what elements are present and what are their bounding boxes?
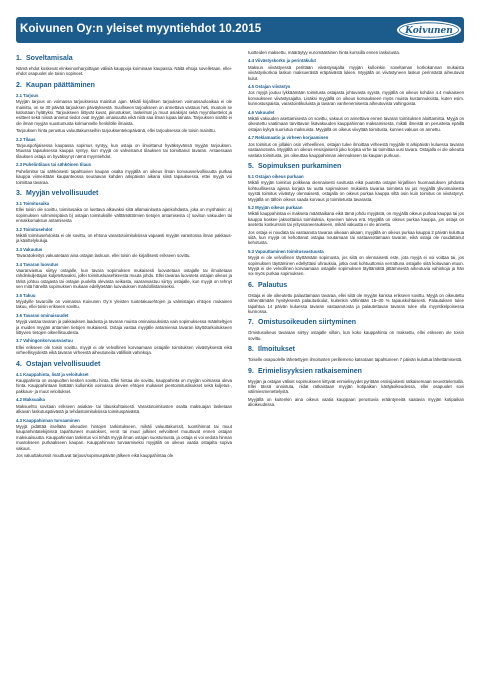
section-title: Erimielisyyksien ratkaiseminen bbox=[258, 367, 362, 375]
body-paragraph: Myyjän tarjous on voimassa tarjouksessa mainitun ajan. Mikäli kirjallisen tarjouksen voimassaoloaikaa ei ole mainittu, on se 30 päivää tarjouksen päiväyksestä. Suulliseen tarjoukseen on annettava vastaus heti, muutoin se katsotaan hylätyksi. Tarjoukseen liittyvät kuvat, piirustukset, laskelmat ja muut asiakirjat sekä myyntiluettelot ja esitteet sekä niissä annetut tiedot ovat myyjän omaisuutta eikä niitä saa ilman lupaa lainata. Tarjouksen sisältö ei ole ilman myyjän suostumusta kolmannelle henkilölle ilmaista. bbox=[16, 99, 232, 126]
body-paragraph: Jos myyjä joutuu lykkäämään toimitusta ostajasta johtuvasta syystä, myyjällä on oikeus kohdan 4.4 mukaiseen korvaukseen viivästysajalta. Lisäksi myyjällä on oikeus korvaukseen myös muista kustannuksista, kuten esim. kunnostuspaista, varastointikuluista ja tavaran vanhenemisesta aiheutuvista vahingoista. bbox=[248, 90, 464, 107]
body-paragraph: Myyjä pidättää itsellään oikeuden hintojen tarkistukseen, mikäli valuuttakurssit, tuontihinnat tai muut kaupanhintatekijöissä tapahtuneet muutokset, verot tai muut julkiset velvoitteet muuttuvat ennen ostajan maksuaisuutta. Kauppahinnan tarkistus voi tehdä myyjä ilman ostajan suostumusta, ja ostaja ei voi vedota hinnan muutokseen purkaakseen kaupan. Kauppahinnan turvaamiseksi myyjällä on oikeus vaatia ostajalta sopiva vakuus. bbox=[16, 423, 232, 451]
section-title: Ostajan velvollisuudet bbox=[26, 360, 101, 368]
section-title: Soveltamisala bbox=[26, 55, 73, 62]
subsection-heading: 4.3 Kauppahinnan turvaaminen bbox=[16, 417, 80, 423]
subsection-heading: 5.2 Myyjän oikeus purkaan bbox=[248, 204, 303, 210]
body-paragraph: Toiselle osapuolelle lähetettyjen ilmoitusten perillemeno katsotaan tapahtuneen 7 päivän kuluttua lähettämisestä. bbox=[248, 357, 463, 363]
subsection-heading: 5.1 Ostajan oikeus purkaan bbox=[248, 173, 304, 179]
body-paragraph: Myyjä vastaa tavaran ja pakkauksen laadusta ja tavaran muista ominaisuuksista vain sopimuksessa määriteltyjen ja muiden myyjän antamien tietojen mukaisesti. Ostaja vastaa myyjälle antamiensa tavaran käyttötarkoitukseen liittyvien tietojen oikeellisuudesta. bbox=[16, 319, 232, 336]
body-paragraph: Kauppahinta on osapuolten kesken sovittu hinta. Ellei hintaa ole sovittu, kauppahinta on myyjän voimassa oleva hinta. Kauppahintaan lisätään kulloinkin voimassa olevien ehtojen mukaiset pientoimituslisukset sekä kuljetus-, pakkaus- ja muut veloitukset. bbox=[16, 378, 232, 394]
body-paragraph: Ellei erikseen ole toisin sovittu, myyjä ei ole velvollinen korvaamaan ostajalle toimituksen viivästyksestä eikä virheellisyydestä eikä tavaran virheestä aiheutuneita välillisiä vahinkoja. bbox=[16, 344, 232, 356]
body-paragraph: Mikäli myyjän toimitus poikkeaa olennaisesti sovitusta eikä puutetta ostajan kirjallisen huomautuksen johdosta kohtuullisessa ajassa korjata tai uutta sopimuksen mukaista tavaraa toimiteta tai jos myyjällä ylivoimaisesta syystä toimitus viivästyy olennaisesti, ostajalla on oikeus purkaa kauppa siltä osin kuin toimitus on viivästynyt. Myyjällä on tällöin oikeus saada korvaus jo toimitetusta tavarasta. bbox=[248, 180, 464, 202]
body-paragraph: tuotteiden maksettu, määräytyy euromääräinen hinta kurssilla ennen laskutusta. bbox=[248, 50, 400, 55]
body-paragraph: Myyjän ja ostajan väliset sopimukseen liittyvät erimielisyydet pyritään ensisijaisesti ratkaisemaan neuvottelemalla. Ellei tässä onnistuta, riidat ratkaistaan myyjän kotipaikan käräjäoikeudessa, ellei osapuolet sovi välimiesmenettelystä. bbox=[248, 378, 464, 395]
subsection-heading: 3.7 Vahingonkorvausvastuu bbox=[16, 338, 73, 344]
body-paragraph: Omistusoikeus tavaraan siirtyy ostajalle silloin, kun koko kauppahinta on maksettu, ellei erikseen ole toisin sovittu. bbox=[248, 330, 464, 341]
body-paragraph: Ellei toisin ole sovittu, toimitusaika on luettava alkavaksi siitä allamainitusta ajankohdasta, joka on myöhäisin: a) sopimuksen solmimispäivä b) ostajan toimituksille välttämättömien tietojen antamisesta c) sovitun vakuuden tai ennakkomaksun antamisesta bbox=[16, 207, 232, 224]
subsection-heading: 3.2 Toimitusehdot bbox=[16, 226, 53, 232]
section-title: Kaupan päättäminen bbox=[26, 81, 95, 89]
subsection-heading: 4.6 Vakuudet bbox=[248, 109, 275, 115]
section-title: Myyjän velvollisuudet bbox=[26, 189, 99, 197]
section-heading bbox=[16, 54, 232, 63]
subsection-heading: 4.7 Reklamaatio ja virheen korjaaminen bbox=[248, 135, 329, 141]
body-paragraph: Myydyille tavaroille on voimassa Koivunen Oy:n yleisten tuotetakuuehtojen ja valmistajan ehtojen mukainen takuu, ellei toisin erikseen sovittu. bbox=[16, 299, 232, 310]
body-paragraph: Vaaranvastuu siirtyy ostajalle, kun tavara sopimuksen mukaisesti luovutetaan ostajalle tai ilmoitetaan rahdinkuljettajan kuljetettavaksi, jollei toimitusluasehkeesta muuta johdu. Ellei tavaraa luovuteta ostajan oikeus ja tämä johtuu ostajasta tai ostajan puolelta olevasta seikasta, vaaranvastuu siirtyy ostajalle, kun myyjä on tehnyt sen mitä häneltä sopimuksen mukaan edellytetään luovutuksen mahdollistamiseksi. bbox=[16, 267, 232, 290]
section-title: Sopimuksen purkaminen bbox=[258, 162, 342, 170]
body-paragraph: Tarjouspohjaisessa kaupassa sopimus syntyy, kun ostaja on ilmoittanut hyväksyvänsä myyjän tarjouksen. Muussa tapauksessa kauppa syntyy, kun myyjä on vahvistanut tilauksen tai toimittanut tavaran. Antaessaan tilauksen ostaja on hyväksynyt nämä myyntiehdot. bbox=[16, 143, 232, 159]
section-number: 7. bbox=[248, 319, 254, 327]
body-paragraph: Jos valuuttakurssit muuttuvat tarjous/sopimuspäivän jälkeen eikä kauppahintaa ole bbox=[16, 452, 174, 458]
section-title: Palautus bbox=[258, 281, 288, 289]
subsection-heading: 3.4 Tavaran luovutus bbox=[16, 261, 59, 267]
section-heading bbox=[16, 360, 232, 369]
section-number: 3. bbox=[16, 189, 22, 197]
section-title: Ilmoitukset bbox=[258, 346, 295, 354]
logo-wordmark: Koivunen bbox=[405, 26, 453, 36]
section-heading bbox=[248, 345, 464, 354]
subsection-heading: 5.3 Vapauttaminen toimitusvastuusta bbox=[248, 248, 324, 254]
left-column bbox=[16, 50, 232, 670]
koivunen-logo-icon bbox=[396, 20, 462, 40]
body-paragraph: Maksun viivästyessä perittään viivästysajalta myyjän kulloinkin soveltaman korkokannan mukaista viivästyskorkoa laskun maksuerästä eräpäivästä lukien. Myyjällä on viivästyneen laskun perinnästä aiheutuvat kulut. bbox=[248, 64, 464, 81]
subsection-heading: 4.4 Viivästyskorko ja perintäkulut bbox=[248, 58, 316, 64]
subsection-heading: 4.5 Ostajan viivästys bbox=[248, 84, 291, 90]
section-number: 6. bbox=[248, 281, 254, 289]
subsection-heading: 3.1 Toimitusaika bbox=[16, 200, 50, 206]
body-paragraph: Nämä ehdot koskevat elinkeinonharjoittajan välisiä kauppoja koiminaan kaupassa. Näitä ehtoja sovelletaan, ellei-ehdot osapuolet ole toisin sopineet. bbox=[16, 66, 232, 77]
section-number: 1. bbox=[16, 55, 22, 62]
subsection-heading: 2.2 Tilaus bbox=[16, 136, 36, 142]
body-paragraph: Maksuehto sovitaan erikseen asiakas- tai tilauskohtaisesti. Varastotoimitusten osalta maksuajan lasketaan alkavan laskutuspäivästä ja tehdastoimituksissa toimituspäivästä. bbox=[16, 403, 232, 415]
body-paragraph: Mikäli kauppahintaa ei makseta määräaikana eikä tämä johdu myyjästä, on myyjällä oikeus purkaa kauppa tai jos kauppa koskee jaksoittaisia toimituksia, kyseinen tuleva erä. Myyjällä on oikeus purkaa kauppa, jos ostaja on asetettu konkurssiin tai yrityssaneeraukseen, mikäli vakuutta ei ole annettu. bbox=[248, 211, 464, 228]
subsection-heading: 2.3 Puhelintilaus tai sähköinen tilaus bbox=[16, 162, 91, 168]
section-heading bbox=[248, 318, 464, 327]
body-paragraph: Mikäli vakuuden asettamisesta on sovittu, vakuus on annettava ennen tavaran toimituksen aloittamista. Myyjä on oikeutettu vaatimaan tarvittavan lisävakuuden kauppahinnan maksamisesta, mikäli ilmeistä on perusteita epäillä ostajan kykyä suoriutua maksuista. Myyjällä on oikeus viivyttää toimitusta, kunnes vakuus on annettu. bbox=[248, 116, 464, 132]
section-number: 8. bbox=[248, 346, 254, 354]
subsection-heading: 3.6 Tavaran ominaisuudet bbox=[16, 312, 69, 318]
body-paragraph: Jos toimitus on jollakin osin virheellinen, ostajan tulee ilmoittaa virheestä myyjälle 8 arkipäivän kuluessa tavaran vastaanotosta. Myyjällä on oikeus ensisijaisesti joko korjata virhe tai toimittaa uusi tavara. Ostajalla ei ole oikeutta vastata toimitusta, jos oikeuttaa kauppahinnan alennukseen tai kaupan purkuun. bbox=[248, 141, 464, 158]
section-number: 2. bbox=[16, 81, 22, 89]
subsection-heading: 3.3 Vakuutus bbox=[16, 246, 43, 252]
section-number: 4. bbox=[16, 360, 22, 368]
body-paragraph: Puhelimitse tai sähköisesti tapahtuvien kaupan osalta myyjällä on oikeus ilman korvausvelvollisuutta purkaa kauppa viimeistään kaupanteossa seuraavan kahden arkipäivän aikana siinä tapauksessa, ettei myyjä voi toimittaa tavaraa. bbox=[16, 168, 232, 185]
section-number: 5. bbox=[248, 162, 254, 170]
section-heading bbox=[16, 189, 232, 198]
section-title: Omistusoikeuden siirtyminen bbox=[258, 319, 357, 327]
document-header bbox=[16, 17, 464, 43]
document-title: Koivunen Oy:n yleiset myyntiehdot 10.2015 bbox=[20, 23, 262, 35]
section-heading bbox=[248, 162, 464, 171]
section-heading bbox=[248, 367, 464, 376]
section-number: 9. bbox=[248, 367, 254, 375]
subsection-heading: 2.1 Tarjous bbox=[16, 92, 39, 98]
body-paragraph: Mikäli toimitusehdoista ei ole sovittu, on ehtona varastotoimituksissa vapaasti myyjän varastossa ilman pakkaus- ja käsittelykuluja. bbox=[16, 232, 232, 244]
company-logo bbox=[396, 20, 462, 40]
section-heading bbox=[16, 81, 232, 90]
subsection-heading: 4.2 Maksuaika bbox=[16, 397, 45, 403]
body-paragraph: Tavaratoikeitys vakuutetaan aina ostajan laskuun, ellei toisin ole kirjallisesti erikseen sovittu. bbox=[16, 253, 191, 259]
body-paragraph: Myyjä ei ole velvollinen täyttämään sopimusta, jos siitä on olennaisesti este, jota myyjä ei voi voittaa tai, jos sopimuksen täyttäminen edellyttäisi uhrauksia, jotka ovat kohtuuttomia verrattuna ostajalle siitä koituvaan etuun. Myyjä ei ole velvollinen korvaamaan ostajalle sopimuksen täyttämättä jättämisestä aiheutuvia vahinkoja ja hän voi myös purkaa sopimuksen. bbox=[248, 255, 464, 277]
body-paragraph: Ostaja ei ole oikeutettu palauttamaan tavaraa, ellei siitä ole myyjän kanssa erikseen sovittu. Myyjä on oikeutettu vähentämään hyvityksestä palautuskulut, kuitenkin vähintään 15–30 % tapauskohtaisesti. Palautuksen tulee tapahtua 14 päivän kuluessa tavaran vastaanotosta ja palautettavan tavaran tulee olla myyntikelpoisessa kunnossa. bbox=[248, 292, 464, 315]
body-paragraph: Myyjällä on kuitenkin aina oikeus vaatia kauppaan perustuvia erääntyneitä saatavia myyjän kotipaikan alioikeudessa. bbox=[248, 396, 464, 408]
right-column bbox=[248, 50, 464, 670]
section-heading bbox=[248, 281, 464, 290]
subsection-heading: 4.1 Kauppahinta, lisät ja veloitukset bbox=[16, 371, 89, 377]
body-paragraph: Jos ostaja ei noudata tai vastaanota tavaraa oikeaan aikaan, myyjällä on oikeus purkaa kauppa 2 päivän kuluttua siitä, kun myyjä on kehottanut ostajaa noutamaan tai vastaanottamaan tavaran, eikä ostaja ole noudattanut kehotusta. bbox=[248, 229, 464, 246]
body-paragraph: Tarjouksen hinta perustuu valuuttakursseihin tarjouksentekopäivänä, ellei tarjouksessa ole toisin mainittu. bbox=[16, 128, 216, 134]
subsection-heading: 3.5 Takuu bbox=[16, 292, 36, 298]
